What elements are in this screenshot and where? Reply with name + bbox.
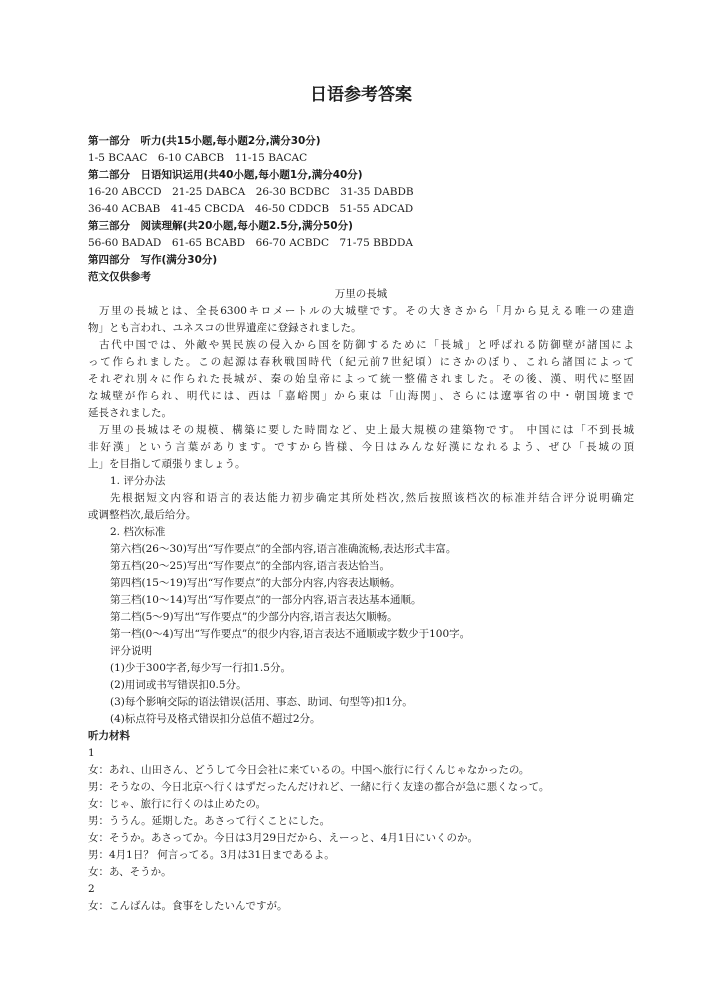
transcript-line: 女：じゃ、旅行に行くのは止めたの。 bbox=[88, 798, 267, 810]
transcript-line: 女：あ、そうか。 bbox=[88, 866, 172, 878]
knowledge-section-header: 第二部分 日语知识运用(共40小题,每小题1分,满分40分) bbox=[88, 169, 363, 181]
transcript-line: 男：そうなの、今日北京へ行くはずだったんだけれど、一緒に行く友達の都合が急に悪くなって。 bbox=[88, 781, 550, 793]
scoring-level: 第一档(0～4)写出“写作要点”的很少内容,语言表达不通顺或字数少于100字。 bbox=[110, 628, 471, 640]
essay-line: な城壁が作られ、明代には、西は「嘉峪関」から東は「山海関」、さらには遼寧省の中・朝国境まで bbox=[88, 390, 634, 402]
transcript-line: 女：あれ、山田さん、どうして今日会社に来ているの。中国へ旅行に行くんじゃなかったの。 bbox=[88, 764, 530, 776]
scoring-level: 第三档(10～14)写出“写作要点”的一部分内容,语言表达基本通顺。 bbox=[110, 594, 422, 606]
listening-answers: 1-5 BCAAC 6-10 CABCB 11-15 BACAC bbox=[88, 152, 308, 164]
scoring-level: 第六档(26～30)写出“写作要点”的全部内容,语言准确流畅,表达形式丰富。 bbox=[110, 543, 457, 555]
essay-line: それぞれ別々に作られた長城が、秦の始皇帝によって統一整備されました。その後、漢、明代に堅固 bbox=[88, 373, 634, 385]
essay-line: 古代中国では、外敵や異民族の侵入から国を防御するために「長城」と呼ばれる防御壁が諸国によ bbox=[99, 339, 634, 351]
scoring-levels-header: 2. 档次标准 bbox=[110, 526, 166, 538]
transcript-item-number: 1 bbox=[88, 747, 95, 759]
scoring-method-line: 先根据短文内容和语言的表达能力初步确定其所处档次,然后按照该档次的标准并结合评分说明确定 bbox=[110, 492, 634, 504]
essay-line: 延長されました。 bbox=[88, 407, 172, 419]
scoring-method-header: 1. 评分办法 bbox=[110, 475, 166, 487]
essay-title: 万里の長城 bbox=[334, 288, 388, 300]
transcript-item-number: 2 bbox=[88, 883, 95, 895]
listening-section-header: 第一部分 听力(共15小题,每小题2分,满分30分) bbox=[88, 135, 321, 147]
scoring-note: (2)用词或书写错误扣0.5分。 bbox=[110, 679, 247, 691]
page-title: 日语参考答案 bbox=[310, 85, 412, 105]
knowledge-answers-row-1: 16-20 ABCCD 21-25 DABCA 26-30 BCDBC 31-35 DABDB bbox=[88, 186, 414, 198]
scoring-notes-header: 评分说明 bbox=[110, 645, 152, 657]
scoring-note: (4)标点符号及格式错误扣分总值不超过2分。 bbox=[110, 713, 321, 725]
transcript-line: 男：ううん。延期した。あさって行くことにした。 bbox=[88, 815, 331, 827]
essay-line: って作られました。この起源は春秋戦国時代（紀元前7世紀頃）にさかのぼり、これら諸国によって bbox=[88, 356, 634, 368]
essay-line: 万里の長城はその規模、構築に要した時間など、史上最大規模の建築物です。 中国には「不到長城 bbox=[99, 424, 634, 436]
reading-answers: 56-60 BADAD 61-65 BCABD 66-70 ACBDC 71-75 BBDDA bbox=[88, 237, 413, 249]
scoring-level: 第四档(15～19)写出“写作要点”的大部分内容,内容表达顺畅。 bbox=[110, 577, 401, 589]
essay-line: 非好漢」という言葉があります。ですから皆様、今日はみんな好漢になれるよう、ぜひ「長城の頂 bbox=[88, 441, 634, 453]
scoring-note: (3)每个影响交际的语法错误(活用、事态、助词、句型等)扣1分。 bbox=[110, 696, 413, 708]
scoring-note: (1)少于300字者,每少写一行扣1.5分。 bbox=[110, 662, 291, 674]
knowledge-answers-row-2: 36-40 ACBAB 41-45 CBCDA 46-50 CDDCB 51-55 ADCAD bbox=[88, 203, 414, 215]
reading-section-header: 第三部分 阅读理解(共20小题,每小题2.5分,满分50分) bbox=[88, 220, 353, 232]
sample-essay-note: 范文仅供参考 bbox=[88, 271, 151, 283]
transcript-line: 女：こんばんは。食事をしたいんですが。 bbox=[88, 900, 288, 912]
essay-line: 万里の長城とは、全長6300キロメートルの大城壁です。その大きさから「月から見える唯一の建造 bbox=[99, 305, 634, 317]
document-body bbox=[88, 133, 634, 915]
essay-line: 上」を目指して頑張りましょう。 bbox=[88, 458, 246, 470]
writing-section-header: 第四部分 写作(满分30分) bbox=[88, 254, 218, 266]
transcript-line: 女：そうか。あさってか。今日は3月29日だから、えーっと、4月1日にいくのか。 bbox=[88, 832, 478, 844]
transcript-header: 听力材料 bbox=[88, 730, 130, 742]
scoring-level: 第五档(20～25)写出“写作要点”的全部内容,语言表达恰当。 bbox=[110, 560, 390, 572]
transcript-line: 男：4月1日？ 何言ってる。3月は31日まであるよ。 bbox=[88, 849, 335, 861]
scoring-method-line: 或调整档次,最后给分。 bbox=[88, 509, 197, 521]
essay-line: 物」とも言われ、ユネスコの世界遺産に登録されました。 bbox=[88, 322, 362, 334]
scoring-level: 第二档(5～9)写出“写作要点”的少部分内容,语言表达欠顺畅。 bbox=[110, 611, 398, 623]
